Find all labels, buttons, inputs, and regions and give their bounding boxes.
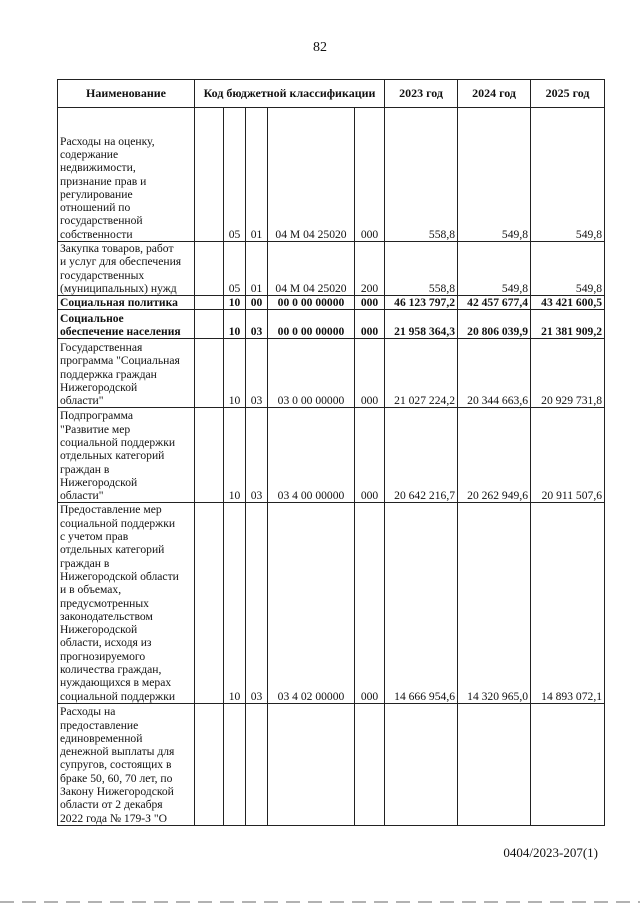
row-name-line: законодательством [60, 609, 153, 623]
section-code: 10 [224, 408, 246, 503]
table-row [58, 296, 605, 310]
amount-2023 [385, 703, 458, 825]
row-name-line: отдельных категорий [60, 543, 165, 557]
amount-2023: 558,8 [385, 108, 458, 242]
subsection-code: 01 [246, 108, 268, 242]
expense-type-code: 200 [355, 242, 385, 296]
row-name-line: браке 50, 60, 70 лет, по [60, 771, 173, 785]
amount-2025: 14 893 072,1 [531, 503, 605, 703]
target-article-code: 00 0 00 00000 [268, 310, 355, 339]
row-name [58, 503, 195, 703]
table-header-row [58, 80, 605, 108]
amount-2024: 20 806 039,9 [458, 310, 531, 339]
expense-type-code: 000 [355, 310, 385, 339]
table-row [58, 703, 605, 825]
row-name [58, 108, 195, 242]
code-spacer-cell [195, 339, 224, 408]
table-row [58, 503, 605, 703]
code-spacer-cell [195, 503, 224, 703]
header-2025: 2025 год [531, 80, 605, 108]
section-code: 10 [224, 296, 246, 310]
target-article-code: 03 4 00 00000 [268, 408, 355, 503]
row-name-line: Социальная политика [60, 296, 178, 310]
row-name-line: Закупка товаров, работ [60, 242, 174, 255]
amount-2024: 20 262 949,6 [458, 408, 531, 503]
row-name-line: Нижегородской [60, 475, 138, 489]
amount-2024: 549,8 [458, 108, 531, 242]
amount-2023: 20 642 216,7 [385, 408, 458, 503]
amount-2023: 46 123 797,2 [385, 296, 458, 310]
row-name-line: социальной поддержки [60, 516, 176, 530]
amount-2025: 20 911 507,6 [531, 408, 605, 503]
scan-edge-artifact [0, 901, 640, 903]
row-name-line: области, исходя из [60, 636, 152, 650]
section-code: 05 [224, 108, 246, 242]
row-name-line: и в объемах, [60, 583, 122, 597]
header-name: Наименование [58, 80, 195, 108]
row-name-line: Нижегородской [60, 380, 138, 394]
row-name-line: государственных [60, 268, 145, 282]
amount-2023: 14 666 954,6 [385, 503, 458, 703]
row-name-line: Нижегородской [60, 623, 138, 637]
row-name-line: собственности [60, 227, 133, 241]
row-name-line: предусмотренных [60, 596, 149, 610]
section-code: 10 [224, 339, 246, 408]
subsection-code: 03 [246, 310, 268, 339]
amount-2024 [458, 703, 531, 825]
amount-2025: 20 929 731,8 [531, 339, 605, 408]
row-name-line: социальной поддержки [60, 689, 176, 703]
header-budget-code: Код бюджетной классификации [195, 80, 385, 108]
subsection-code: 03 [246, 503, 268, 703]
row-name-line: 2022 года № 179-З "О [60, 811, 167, 825]
row-name-line: Нижегородской области [60, 569, 179, 583]
row-name-line: супругов, состоящих в [60, 758, 172, 772]
code-spacer-cell [195, 310, 224, 339]
row-name-line: государственной [60, 214, 143, 228]
row-name [58, 310, 195, 339]
code-spacer-cell [195, 242, 224, 296]
row-name [58, 242, 195, 296]
subsection-code: 03 [246, 339, 268, 408]
row-name-line: отношений по [60, 201, 131, 215]
row-name-line: обеспечение населения [60, 325, 181, 339]
row-name-line: с учетом прав [60, 530, 129, 544]
row-name-line: области от 2 декабря [60, 798, 163, 812]
table-row [58, 408, 605, 503]
amount-2024: 549,8 [458, 242, 531, 296]
amount-2025 [531, 703, 605, 825]
amount-2025: 549,8 [531, 242, 605, 296]
row-name-line: количества граждан, [60, 663, 162, 677]
row-name [58, 703, 195, 825]
row-name-line: области" [60, 489, 104, 503]
row-name-line: единовременной [60, 731, 143, 745]
amount-2023: 21 027 224,2 [385, 339, 458, 408]
code-spacer-cell [195, 408, 224, 503]
subsection-code: 03 [246, 408, 268, 503]
amount-2024: 20 344 663,6 [458, 339, 531, 408]
subsection-code: 00 [246, 296, 268, 310]
row-name-line: Расходы на оценку, [60, 134, 155, 148]
section-code: 05 [224, 242, 246, 296]
row-name [58, 296, 195, 310]
row-name-line: граждан в [60, 462, 110, 476]
row-name-line: предоставление [60, 718, 139, 732]
row-name-line: Расходы на [60, 705, 116, 719]
code-spacer-cell [195, 703, 224, 825]
row-name-line: Подпрограмма [60, 409, 133, 423]
header-2023: 2023 год [385, 80, 458, 108]
row-name [58, 339, 195, 408]
expense-type-code: 000 [355, 408, 385, 503]
expense-type-code: 000 [355, 108, 385, 242]
row-name-line: регулирование [60, 187, 133, 201]
target-article-code: 03 4 02 00000 [268, 503, 355, 703]
document-code: 0404/2023-207(1) [503, 845, 598, 860]
expense-type-code: 000 [355, 296, 385, 310]
row-name-line: денежной выплаты для [60, 745, 175, 759]
row-name-line: Социальное [60, 311, 124, 325]
header-2024: 2024 год [458, 80, 531, 108]
expense-type-code [355, 703, 385, 825]
section-code: 10 [224, 503, 246, 703]
target-article-code [268, 703, 355, 825]
row-name-line: программа "Социальная [60, 354, 180, 368]
amount-2025: 21 381 909,2 [531, 310, 605, 339]
row-name-line: (муниципальных) нужд [60, 281, 177, 295]
amount-2025: 549,8 [531, 108, 605, 242]
row-name-line: нуждающихся в мерах [60, 676, 172, 690]
target-article-code: 00 0 00 00000 [268, 296, 355, 310]
budget-table [57, 79, 605, 826]
amount-2024: 42 457 677,4 [458, 296, 531, 310]
expense-type-code: 000 [355, 503, 385, 703]
section-code [224, 703, 246, 825]
code-spacer-cell [195, 296, 224, 310]
table-row [58, 108, 605, 242]
section-code: 10 [224, 310, 246, 339]
row-name-line: и услуг для обеспечения [60, 255, 182, 269]
table-row [58, 310, 605, 339]
target-article-code: 04 М 04 25020 [268, 108, 355, 242]
row-name-line: отдельных категорий [60, 449, 165, 463]
table-row [58, 339, 605, 408]
row-name-line: содержание [60, 147, 119, 161]
amount-2024: 14 320 965,0 [458, 503, 531, 703]
row-name-line: Предоставление мер [60, 503, 162, 517]
amount-2023: 21 958 364,3 [385, 310, 458, 339]
row-name [58, 408, 195, 503]
page-number: 82 [313, 40, 327, 55]
subsection-code [246, 703, 268, 825]
amount-2025: 43 421 600,5 [531, 296, 605, 310]
row-name-line: недвижимости, [60, 161, 136, 175]
expense-type-code: 000 [355, 339, 385, 408]
row-name-line: "Развитие мер [60, 422, 131, 436]
subsection-code: 01 [246, 242, 268, 296]
target-article-code: 04 М 04 25020 [268, 242, 355, 296]
row-name-line: области" [60, 394, 104, 408]
row-name-line: Закону Нижегородской [60, 785, 174, 799]
row-name-line: граждан в [60, 556, 110, 570]
row-name-line: социальной поддержки [60, 436, 176, 449]
row-name-line: признание прав и [60, 174, 147, 188]
amount-2023: 558,8 [385, 242, 458, 296]
table-row [58, 242, 605, 296]
table-body [58, 108, 605, 826]
row-name-line: поддержка граждан [60, 367, 157, 381]
target-article-code: 03 0 00 00000 [268, 339, 355, 408]
row-name-line: прогнозируемого [60, 649, 146, 663]
code-spacer-cell [195, 108, 224, 242]
row-name-line: Государственная [60, 341, 143, 354]
